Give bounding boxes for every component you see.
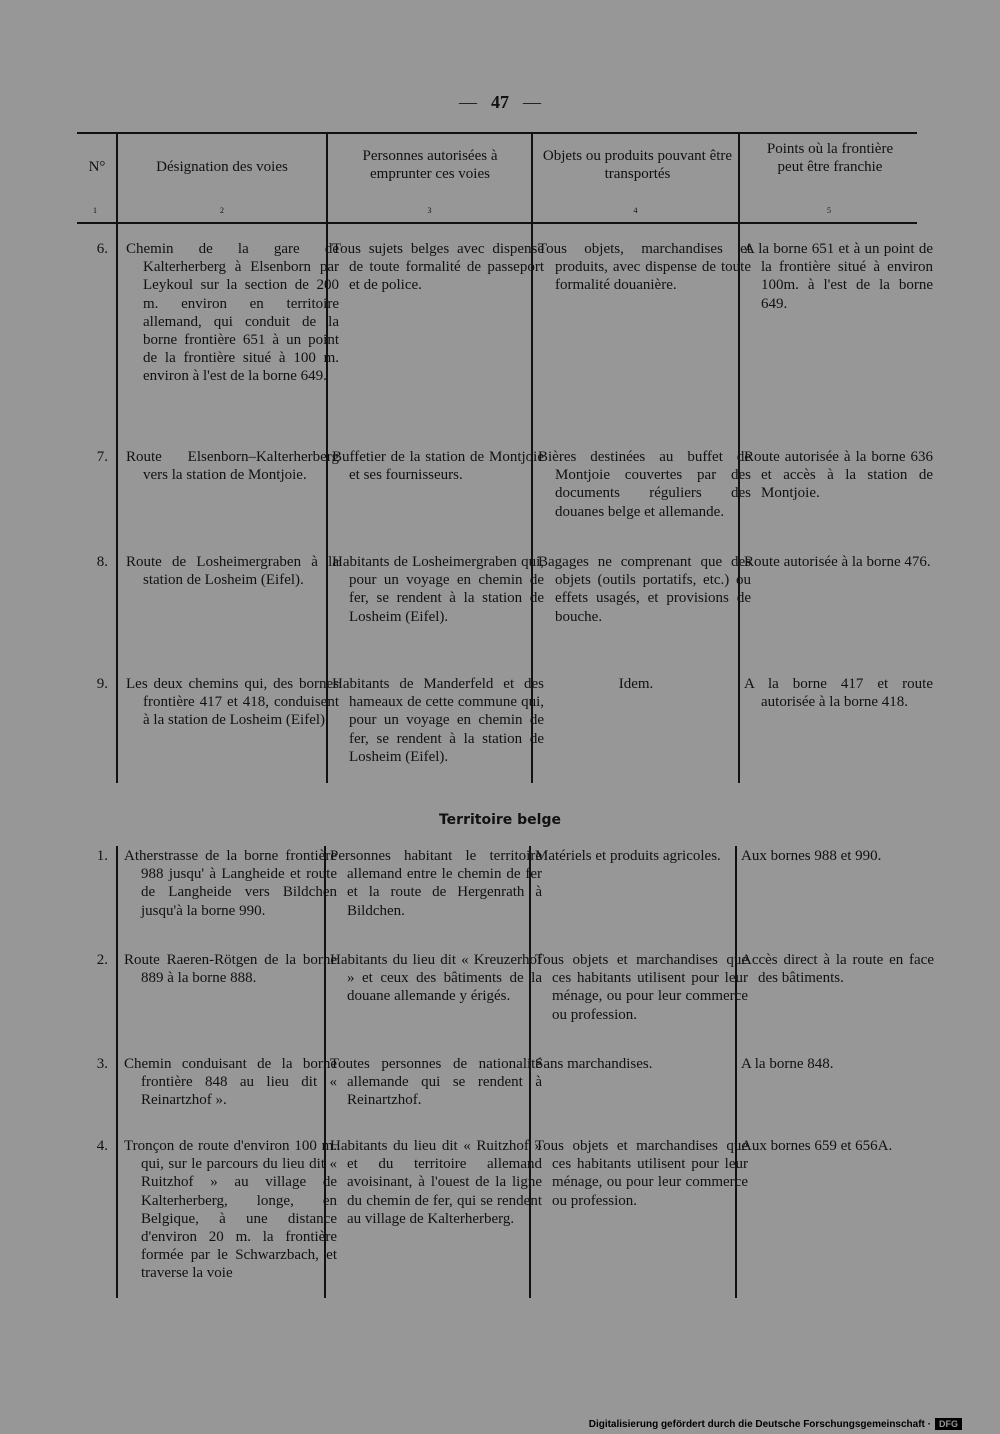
header-personnes: Personnes autorisées à emprunter ces voies: [362, 148, 498, 182]
cell-objets: Matériels et produits agricoles.: [535, 848, 721, 864]
cell-points: A la borne 651 et à un point de la frontière situé à environ 100m. à l'est de la borne 649.: [744, 241, 933, 312]
cell-objets: Sans marchandises.: [535, 1056, 653, 1072]
col-divider-1-b: [116, 846, 118, 1298]
cell-personnes: Habitants de Losheimergraben qui, pour un voyage en chemin de fer, se rendent à la station de Losheim (Eifel).: [332, 554, 544, 625]
col-number-1: 1: [93, 206, 97, 215]
cell-points: Route autorisée à la borne 636 et accès à la station de Montjoie.: [744, 449, 933, 502]
cell-objets: Bagages ne comprenant que des objets (outils portatifs, etc.) ou effets usagés, et provisions de bouche.: [538, 554, 751, 625]
cell-personnes: Habitants de Manderfeld et des hameaux de cette commune qui, pour un voyage en chemin de fer, se rendent à la station de Losheim (Eifel).: [332, 676, 544, 765]
header-number: N°: [88, 159, 106, 175]
cell-personnes: Habitants du lieu dit « Kreuzerhof » et ceux des bâtiments de la douane allemande y érigés.: [330, 952, 542, 1005]
cell-points: A la borne 417 et route autorisée à la borne 418.: [744, 676, 933, 711]
cell-points: Aux bornes 988 et 990.: [741, 848, 882, 864]
cell-points: Aux bornes 659 et 656A.: [741, 1138, 893, 1154]
cell-objets: Tous objets et marchandises que ces habitants utilisent pour leur ménage, ou pour leur commerce ou profession.: [535, 952, 748, 1023]
row-number: 4.: [96, 1138, 108, 1154]
row-number: 8.: [96, 554, 108, 570]
cell-personnes: Personnes habitant le territoire allemand entre le chemin de fer et la route de Hergenrath à Bildchen.: [330, 848, 542, 919]
col-number-2: 2: [220, 206, 224, 215]
row-number: 3.: [96, 1056, 108, 1072]
cell-objets: Bières destinées au buffet de Montjoie couvertes par des documents réguliers des douanes belge et allemande.: [538, 449, 751, 520]
cell-voie: Les deux chemins qui, des bornes frontière 417 et 418, conduisent à la station de Losheim (Eifel).: [126, 676, 339, 729]
cell-voie: Route Elsenborn–Kalterherberg vers la station de Montjoie.: [126, 449, 339, 484]
col-number-5: 5: [827, 206, 831, 215]
dfg-logo: DFG: [935, 1418, 962, 1430]
cell-voie: Chemin de la gare de Kalterherberg à Elsenborn par Leykoul sur la section de 200 m. environ en territoire allemand, qui conduit de la borne frontière 651 à un point de la frontière situé à 100 m. environ à l'est de la borne 649.: [126, 241, 339, 385]
section-title: Territoire belge: [438, 812, 561, 828]
row-number: 2.: [96, 952, 108, 968]
col-number-4: 4: [633, 206, 638, 215]
header-designation: Désignation des voies: [156, 159, 288, 175]
cell-personnes: Tous sujets belges avec dispense de toute formalité de passeport et de police.: [332, 241, 544, 294]
page-number-value: 47: [491, 92, 509, 112]
cell-points: Route autorisée à la borne 476.: [744, 554, 931, 570]
cell-personnes: Buffetier de la station de Montjoie et ses fournisseurs.: [332, 449, 544, 484]
row-number: 6.: [96, 241, 108, 257]
cell-points: Accès direct à la route en face des bâtiments.: [741, 952, 934, 987]
cell-objets: Idem.: [618, 676, 654, 692]
footer-credit: [589, 1418, 962, 1430]
header-objets: Objets ou produits pouvant être transportés: [542, 148, 733, 182]
row-number: 7.: [96, 449, 108, 465]
footer-text: Digitalisierung gefördert durch die Deutsche Forschungsgemeinschaft ·: [588, 1418, 931, 1430]
cell-objets: Tous objets, marchandises et produits, avec dispense de toute formalité douanière.: [538, 241, 751, 294]
row-number: 9.: [96, 676, 108, 692]
cell-voie: Route de Losheimergraben à la station de Losheim (Eifel).: [126, 554, 339, 589]
col-number-3: 3: [427, 206, 432, 215]
row-number: 1.: [96, 848, 108, 864]
cell-points: A la borne 848.: [741, 1056, 834, 1072]
cell-voie: Chemin conduisant de la borne frontière 848 au lieu dit « Reinartzhof ».: [124, 1056, 337, 1109]
cell-objets: Tous objets et marchandises que ces habitants utilisent pour leur ménage, ou pour leur commerce ou profession.: [535, 1138, 748, 1209]
page-number: — 47 —: [459, 92, 541, 112]
col-divider-1: [116, 133, 118, 783]
cell-personnes: Toutes personnes de nationalité allemande qui se rendent à Reinartzhof.: [330, 1056, 542, 1109]
header-points: Points où la frontière peut être franchie: [766, 141, 894, 175]
cell-voie: Tronçon de route d'environ 100 m. qui, sur le parcours du lieu dit « Ruitzhof » au village de Kalterherberg, longe, en Belgique, à une distance d'environ 20 m. la frontière formée par le Schwarzbach, et traverse la voie: [124, 1138, 337, 1282]
cell-voie: Atherstrasse de la borne frontière 988 jusqu' à Langheide et route de Langheide vers Bildchen jusqu'à la borne 990.: [124, 848, 337, 919]
table-top-rule: [77, 132, 917, 134]
header-bottom-rule: [77, 222, 917, 224]
cell-personnes: Habitants du lieu dit « Ruitzhof » et du territoire allemand avoisinant, à l'ouest de la ligne du chemin de fer, qui se rendent au village de Kalterherberg.: [330, 1138, 542, 1227]
cell-voie: Route Raeren-Rötgen de la borne 889 à la borne 888.: [124, 952, 337, 987]
